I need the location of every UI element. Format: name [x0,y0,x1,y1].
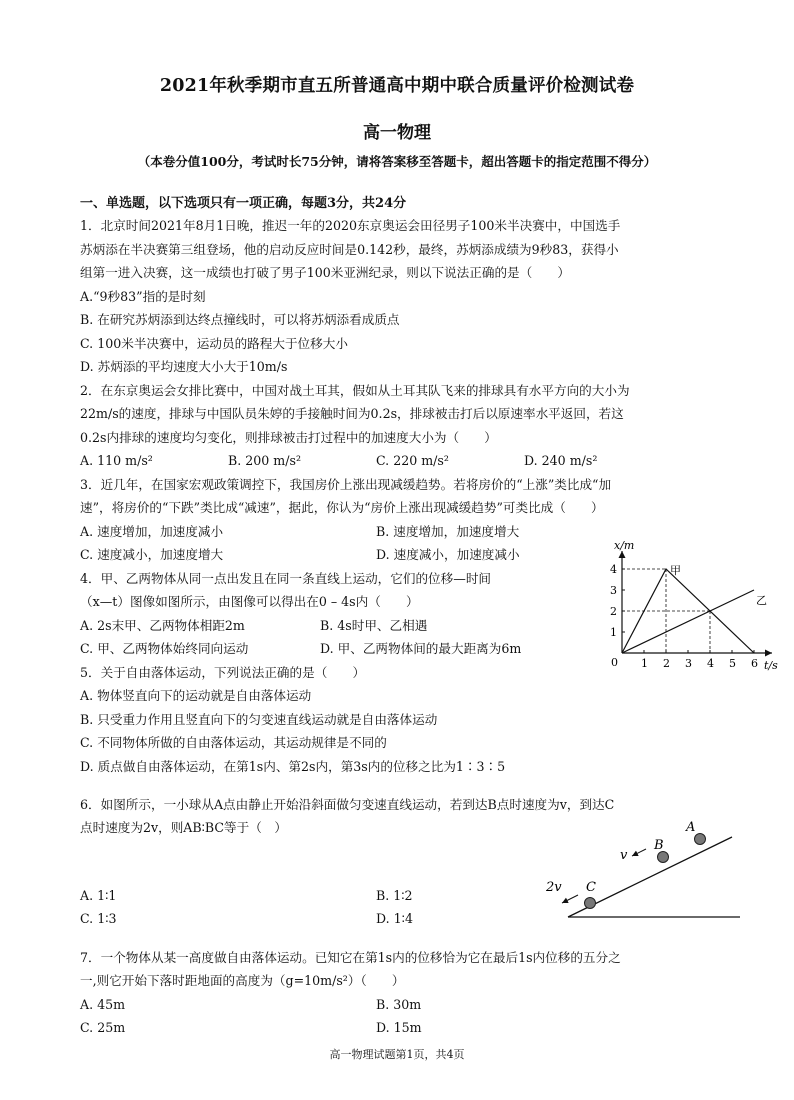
q4-line1: 4．甲、乙两物体从同一点出发且在同一条直线上运动，它们的位移—时间 [80,571,492,586]
q5-option-a: A. 物体竖直向下的运动就是自由落体运动 [80,688,312,703]
y-tick-label: 3 [610,584,617,597]
series-yi-label: 乙 [756,594,767,607]
q2-line1: 2．在东京奥运会女排比赛中，中国对战土耳其，假如从土耳其队飞来的排球具有水平方向的大小为 [80,383,630,398]
label-2v: 2v [546,880,562,895]
q6-option-d: D. 1∶4 [376,911,413,926]
q7-line2: 一,则它开始下落时距地面的高度为（g=10m/s²）（ ） [80,973,405,988]
label-v: v [620,848,628,863]
x-tick-label: 6 [751,657,758,670]
q1-option-c: C. 100米半决赛中，运动员的路程大于位移大小 [80,336,348,351]
subject-title: 高一物理 [363,123,431,143]
q3-option-d: D. 速度减小，加速度减小 [376,547,520,562]
q5-option-d: D. 质点做自由落体运动，在第1s内、第2s内，第3s内的位移之比为1∶3∶5 [80,759,506,774]
q1-option-d: D. 苏炳添的平均速度大小大于10m/s [80,359,288,374]
q5-line1: 5．关于自由落体运动，下列说法正确的是（ ） [80,665,366,680]
q7-option-b: B. 30m [376,997,422,1012]
q5-option-b: B. 只受重力作用且竖直向下的匀变速直线运动就是自由落体运动 [80,712,438,727]
label-c: C [586,880,596,895]
q4-option-c: C. 甲、乙两物体始终同向运动 [80,641,249,656]
x-tick-label: 1 [641,657,648,670]
x-tick-label: 4 [707,657,714,670]
q4-option-a: A. 2s末甲、乙两物体相距2m [80,618,245,633]
x-tick-label: 2 [663,657,670,670]
y-tick-label: 4 [610,563,617,576]
q2-option-d: D. 240 m/s² [524,453,598,468]
q2-option-b: B. 200 m/s² [228,453,301,468]
ball-b [658,852,669,863]
q6-option-b: B. 1∶2 [376,888,413,903]
q2-line2: 22m/s的速度，排球与中国队员朱婷的手接触时间为0.2s，排球被击打后以原速率水平返回，若这 [80,406,624,421]
y-tick-label: 1 [610,626,617,639]
y-tick-label: 2 [610,605,617,618]
origin-label: 0 [611,656,618,669]
q5-option-c: C. 不同物体所做的自由落体运动，其运动规律是不同的 [80,735,387,750]
q1-line2: 苏炳添在半决赛第三组登场，他的启动反应时间是0.142秒，最终，苏炳添成绩为9秒83，获得小 [80,242,619,257]
x-tick-label: 3 [685,657,692,670]
velocity-arrow-c [562,895,578,903]
label-a: A [686,820,696,835]
q4-line2: （x—t）图像如图所示，由图像可以得出在0 – 4s内（ ） [80,594,419,609]
x-tick-label: 5 [729,657,736,670]
q6-option-a: A. 1∶1 [80,888,117,903]
q3-option-a: A. 速度增加，加速度减小 [80,524,224,539]
ball-c [585,898,596,909]
q3-option-c: C. 速度减小，加速度增大 [80,547,224,562]
series-jia-label: 甲 [670,564,681,577]
q3-line2: 速”，将房价的“下跌”类比成“减速”，据此，你认为“房价上涨出现减缓趋势”可类比成（ ） [80,500,604,515]
series-yi-line [622,590,754,653]
q7-option-d: D. 15m [376,1020,422,1035]
q7-option-c: C. 25m [80,1020,126,1035]
page-footer: 高一物理试题第1页，共4页 [329,1048,465,1061]
q2-line3: 0.2s内排球的速度均匀变化，则排球被击打过程中的加速度大小为（ ） [80,430,497,445]
xt-graph [590,535,778,675]
section-heading: 一、单选题，以下选项只有一项正确，每题3分，共24分 [80,196,407,211]
label-b: B [654,838,664,853]
q4-option-d: D. 甲、乙两物体间的最大距离为6m [320,641,522,656]
q3-line1: 3．近几年，在国家宏观政策调控下，我国房价上涨出现减缓趋势。若将房价的“上涨”类比成“加 [80,477,612,492]
velocity-arrow-b [632,849,646,856]
q6-line2: 点时速度为2v，则AB∶BC等于（ ） [80,820,288,835]
q1-option-b: B. 在研究苏炳添到达终点撞线时，可以将苏炳添看成质点 [80,312,400,327]
q2-option-a: A. 110 m/s² [80,453,153,468]
q1-line3: 组第一进入决赛，这一成绩也打破了男子100米亚洲纪录，则以下说法正确的是（ ） [80,265,571,280]
q3-option-b: B. 速度增加，加速度增大 [376,524,520,539]
q1-line1: 1．北京时间2021年8月1日晚，推迟一年的2020东京奥运会田径男子100米半决赛中，中国选手 [80,218,621,233]
q4-option-b: B. 4s时甲、乙相遇 [320,618,428,633]
exam-note: （本卷分值100分，考试时长75分钟，请将答案移至答题卡，超出答题卡的指定范围不得分） [137,154,657,169]
q1-option-a: A.“9秒83”指的是时刻 [80,289,206,304]
incline-figure [540,815,750,925]
y-axis-label: x/m [614,539,635,552]
q6-option-c: C. 1∶3 [80,911,117,926]
q6-line1: 6．如图所示，一小球从A点由静止开始沿斜面做匀变速直线运动，若到达B点时速度为v，到达C [80,797,615,812]
ball-a [695,834,706,845]
exam-title: 2021年秋季期市直五所普通高中期中联合质量评价检测试卷 [159,76,635,96]
q7-option-a: A. 45m [80,997,126,1012]
q2-option-c: C. 220 m/s² [376,453,449,468]
x-axis-label: t/s [764,659,778,672]
q7-line1: 7．一个物体从某一高度做自由落体运动。已知它在第1s内的位移恰为它在最后1s内位移的五分之 [80,950,621,965]
